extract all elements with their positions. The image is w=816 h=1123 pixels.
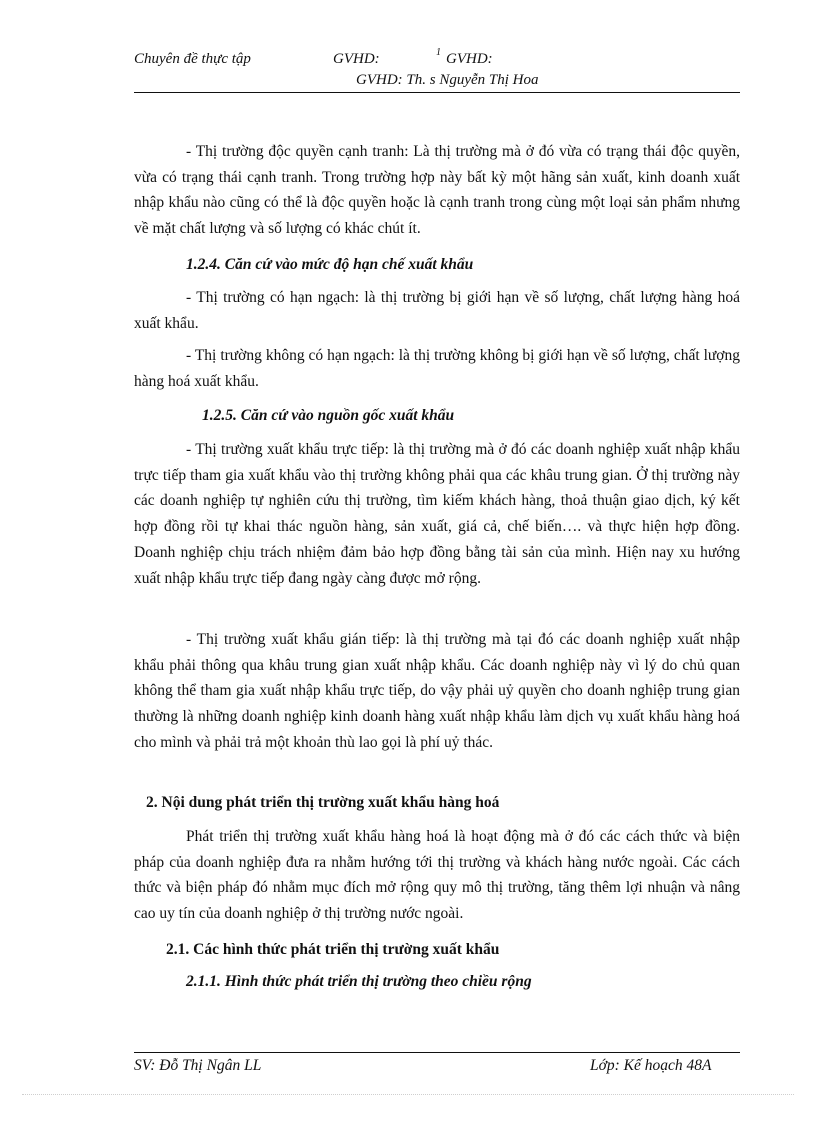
footer-rule	[134, 1052, 740, 1053]
header-gvhd-2: GVHD:	[446, 51, 493, 67]
heading-2-1: 2.1. Các hình thức phát triển thị trường xuất khẩu	[166, 941, 500, 958]
header-supervisor: GVHD: Th. s Nguyễn Thị Hoa	[356, 72, 539, 88]
footer-student: SV: Đỗ Thị Ngân LL	[134, 1057, 262, 1074]
header-gvhd-1: GVHD:	[333, 51, 380, 67]
page-bottom-dotted-line	[22, 1094, 794, 1095]
paragraph-direct-export-market: - Thị trường xuất khẩu trực tiếp: là thị trường mà ở đó các doanh nghiệp xuất nhập khẩu trực tiếp tham gia xuất khẩu vào thị trường không phải qua các khâu trung gian. Ở thị trường này các doanh nghiệp tự nghiên cứu thị trường, tìm kiếm khách hàng, thoả thuận giao dịch, ký kết hợp đồng rồi tự khai thác nguồn hàng, sản xuất, giá cả, chế biến…. và thực hiện hợp đồng. Doanh nghiệp chịu trách nhiệm đảm bảo hợp đồng bằng tài sản của mình. Hiện nay xu hướng xuất nhập khẩu trực tiếp đang ngày càng được mở rộng.	[134, 441, 740, 587]
header-page-number	[436, 44, 441, 62]
heading-2-1-1: 2.1.1. Hình thức phát triển thị trường theo chiều rộng	[186, 973, 532, 990]
paragraph-non-quota-market: - Thị trường không có hạn ngạch: là thị trường không bị giới hạn về số lượng, chất lượng hàng hoá xuất khẩu.	[134, 347, 740, 390]
header-left: Chuyên đề thực tập	[134, 51, 251, 67]
footer-class: Lớp: Kế hoạch 48A	[590, 1057, 712, 1074]
page-number: 1	[436, 47, 441, 58]
heading-2: 2. Nội dung phát triển thị trường xuất khẩu hàng hoá	[146, 794, 500, 811]
paragraph-quota-market: - Thị trường có hạn ngạch: là thị trường bị giới hạn về số lượng, chất lượng hàng hoá xuất khẩu.	[134, 289, 740, 332]
heading-1-2-4: 1.2.4. Căn cứ vào mức độ hạn chế xuất khẩu	[186, 256, 474, 273]
heading-1-2-5: 1.2.5. Căn cứ vào nguồn gốc xuất khẩu	[202, 407, 455, 424]
paragraph-indirect-export-market: - Thị trường xuất khẩu gián tiếp: là thị trường mà tại đó các doanh nghiệp xuất nhập khẩu phải thông qua khâu trung gian xuất nhập khẩu. Các doanh nghiệp này vì lý do chủ quan không thể tham gia xuất nhập khẩu trực tiếp, do vậy phải uỷ quyền cho doanh nghiệp trung gian thường là những doanh nghiệp kinh doanh hàng xuất nhập khẩu làm dịch vụ xuất khẩu hàng hoá cho mình và phải trả một khoản thù lao gọi là phí uỷ thác.	[134, 631, 740, 751]
header-rule	[134, 92, 740, 93]
paragraph-monopolistic-competition: - Thị trường độc quyền cạnh tranh: Là thị trường mà ở đó vừa có trạng thái độc quyền, vừa có trạng thái cạnh tranh. Trong trường hợp này bất kỳ một hãng sản xuất, kinh doanh xuất nhập khẩu nào cũng có thể là độc quyền hoặc là cạnh tranh trong cùng một loại sản phẩm nhưng về mặt chất lượng và số lượng có khác chút ít.	[134, 143, 740, 238]
paragraph-export-development: Phát triển thị trường xuất khẩu hàng hoá là hoạt động mà ở đó các cách thức và biện pháp của doanh nghiệp đưa ra nhằm hướng tới thị trường và khách hàng nước ngoài. Các cách thức và biện pháp đó nhằm mục đích mở rộng quy mô thị trường, tăng thêm lợi nhuận và nâng cao uy tín của doanh nghiệp ở thị trường nước ngoài.	[134, 828, 740, 923]
